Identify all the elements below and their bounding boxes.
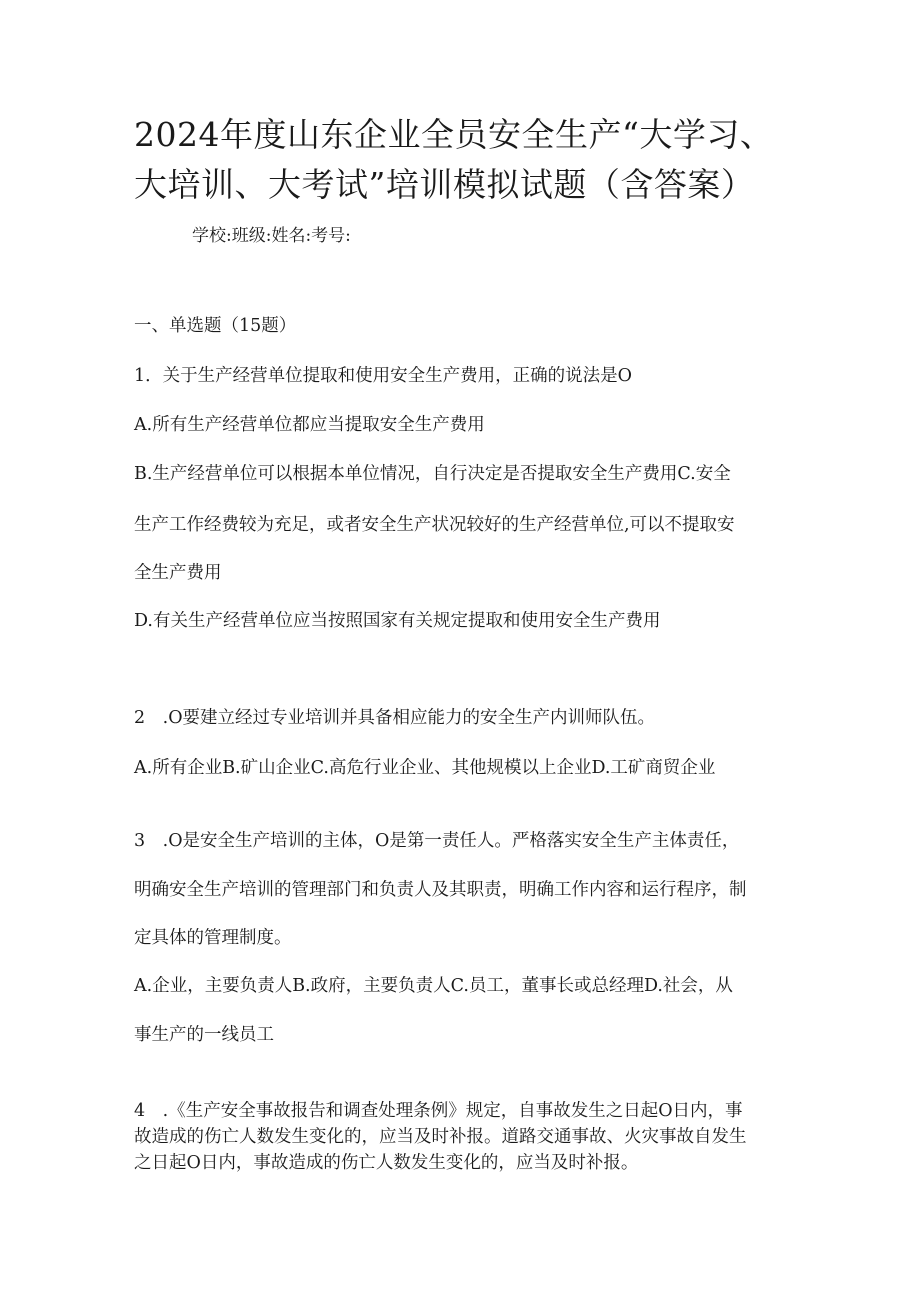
title-line-1: 2024年度山东企业全员安全生产“大学习、: [134, 115, 774, 154]
question-3-stem: 3 .O是安全生产培训的主体，O是第一责任人。严格落实安全生产主体责任，: [134, 831, 740, 851]
question-1-option-c-cont: 全生产费用: [134, 563, 222, 583]
question-1-option-d: D.有关生产经营单位应当按照国家有关规定提取和使用安全生产费用: [134, 611, 661, 631]
question-4-stem-cont-2: 之日起O日内，事故造成的伤亡人数发生变化的，应当及时补报。: [134, 1153, 639, 1173]
student-info-line: 学校:班级:姓名:考号:: [192, 226, 351, 246]
question-1-option-c: 生产工作经费较为充足，或者安全生产状况较好的生产经营单位,可以不提取安: [134, 515, 735, 535]
title-line-2: 大培训、大考试”培训模拟试题（含答案）: [134, 165, 755, 204]
question-2-options: A.所有企业B.矿山企业C.高危行业企业、其他规模以上企业D.工矿商贸企业: [134, 758, 716, 778]
question-1-option-b: B.生产经营单位可以根据本单位情况，自行决定是否提取安全生产费用C.安全: [134, 464, 731, 484]
question-4-stem-cont-1: 故造成的伤亡人数发生变化的，应当及时补报。道路交通事故、火灾事故自发生: [134, 1127, 747, 1147]
question-3-stem-cont-2: 定具体的管理制度。: [134, 928, 292, 948]
question-3-options-cont: 事生产的一线员工: [134, 1025, 274, 1045]
question-2-stem: 2 .O要建立经过专业培训并具备相应能力的安全生产内训师队伍。: [134, 708, 656, 728]
question-3-stem-cont-1: 明确安全生产培训的管理部门和负责人及其职责，明确工作内容和运行程序，制: [134, 880, 747, 900]
question-1-stem: 1．关于生产经营单位提取和使用安全生产费用，正确的说法是O: [134, 366, 632, 386]
question-1-option-a: A.所有生产经营单位都应当提取安全生产费用: [134, 415, 485, 435]
question-4-stem: 4 .《生产安全事故报告和调查处理条例》规定，自事故发生之日起O日内，事: [134, 1101, 743, 1121]
question-3-options: A.企业，主要负责人B.政府，主要负责人C.员工，董事长或总经理D.社会，从: [134, 976, 733, 996]
section-heading: 一、单选题（15题）: [134, 316, 297, 336]
